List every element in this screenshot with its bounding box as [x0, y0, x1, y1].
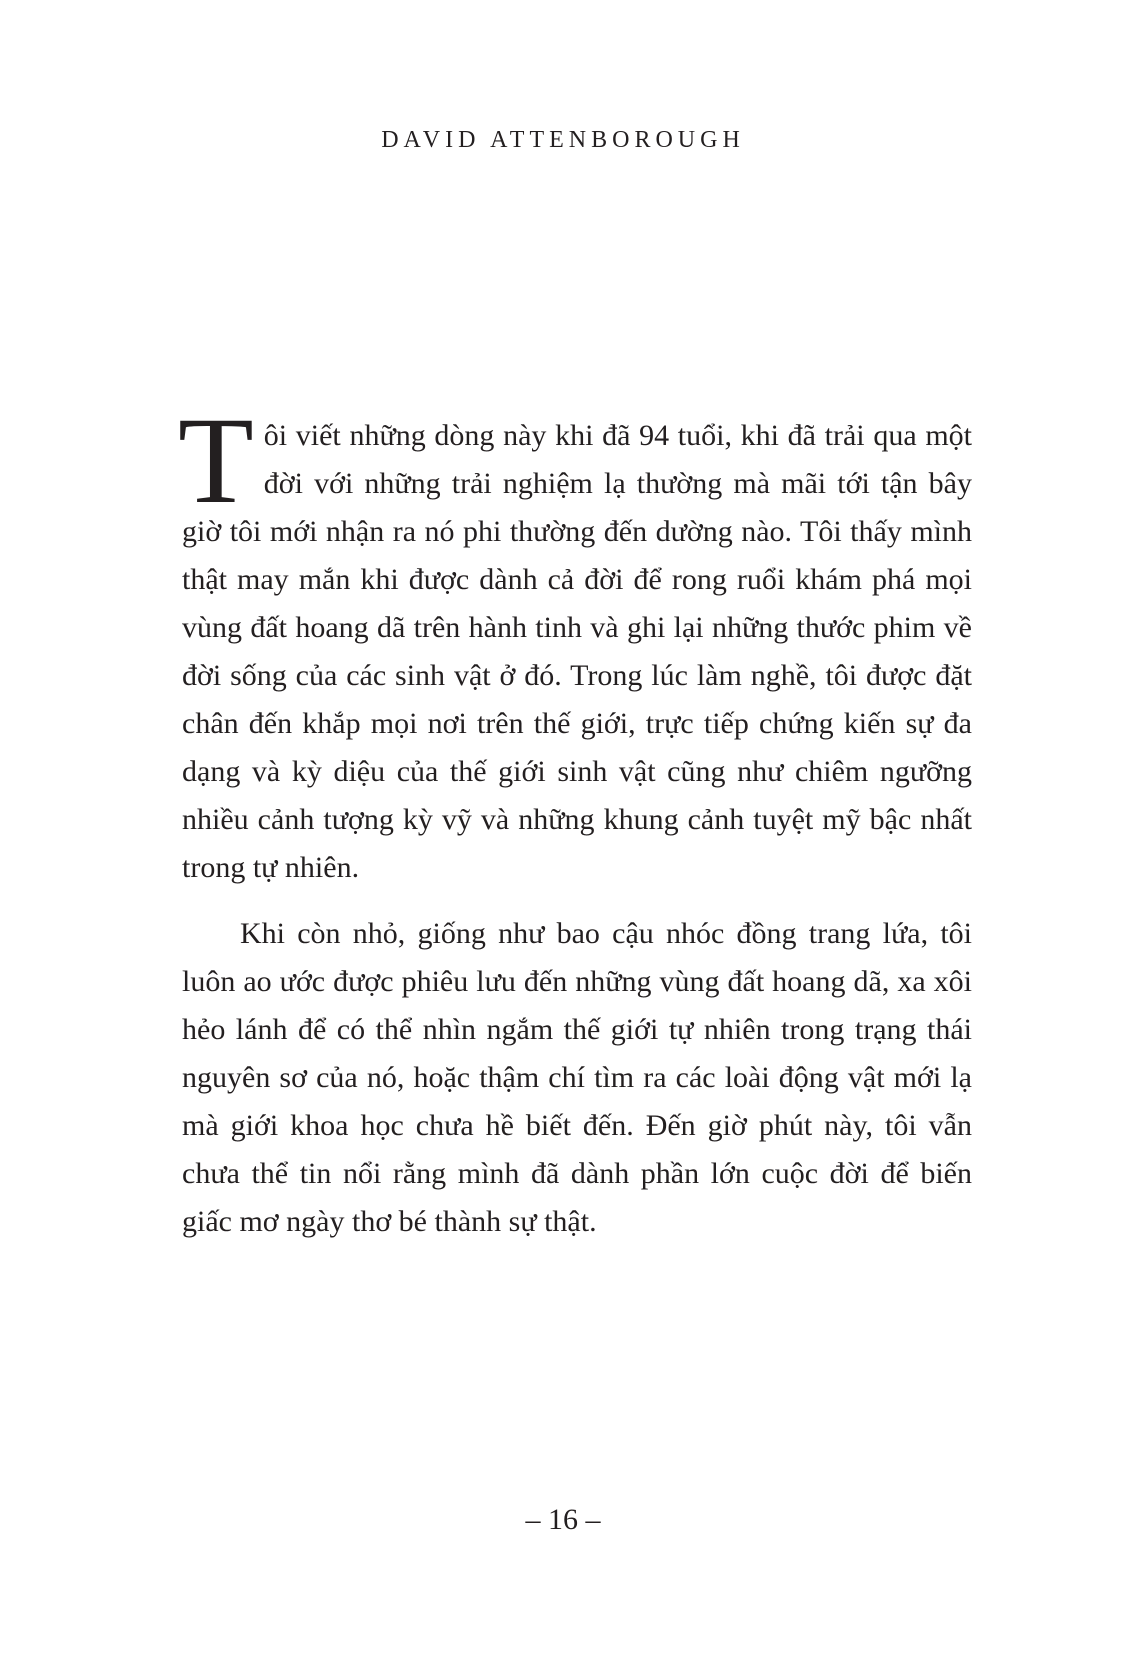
running-header: DAVID ATTENBOROUGH — [381, 127, 745, 153]
paragraph-2 — [182, 910, 972, 1246]
page-number: – 16 – — [525, 1503, 601, 1536]
body-text — [178, 392, 972, 1246]
paragraph-1 — [178, 392, 972, 892]
paragraph-1-text: ôi viết những dòng này khi đã 94 tuổi, khi đã trải qua một đời với những trải nghiệm lạ thường mà mãi tới tận bây giờ tôi mới nhận ra nó phi thường đến dường nào. Tôi thấy mình thật may mắn khi được dành cả đời để rong ruổi khám phá mọi vùng đất hoang dã trên hành tinh và ghi lại những thước phim về đời sống của các sinh vật ở đó. Trong lúc làm nghề, tôi được đặt chân đến khắp mọi nơi trên thế giới, trực tiếp chứng kiến sự đa dạng và kỳ diệu của thế giới sinh vật cũng như chiêm ngưỡng nhiều cảnh tượng kỳ vỹ và những khung cảnh tuyệt mỹ bậc nhất trong tự nhiên. — [182, 419, 972, 884]
drop-cap: T — [178, 392, 254, 529]
paragraph-2-text: Khi còn nhỏ, giống như bao cậu nhóc đồng trang lứa, tôi luôn ao ước được phiêu lưu đến những vùng đất hoang dã, xa xôi hẻo lánh để có thể nhìn ngắm thế giới tự nhiên trong trạng thái nguyên sơ của nó, hoặc thậm chí tìm ra các loài động vật mới lạ mà giới khoa học chưa hề biết đến. Đến giờ phút này, tôi vẫn chưa thể tin nổi rằng mình đã dành phần lớn cuộc đời để biến giấc mơ ngày thơ bé thành sự thật. — [182, 917, 972, 1238]
